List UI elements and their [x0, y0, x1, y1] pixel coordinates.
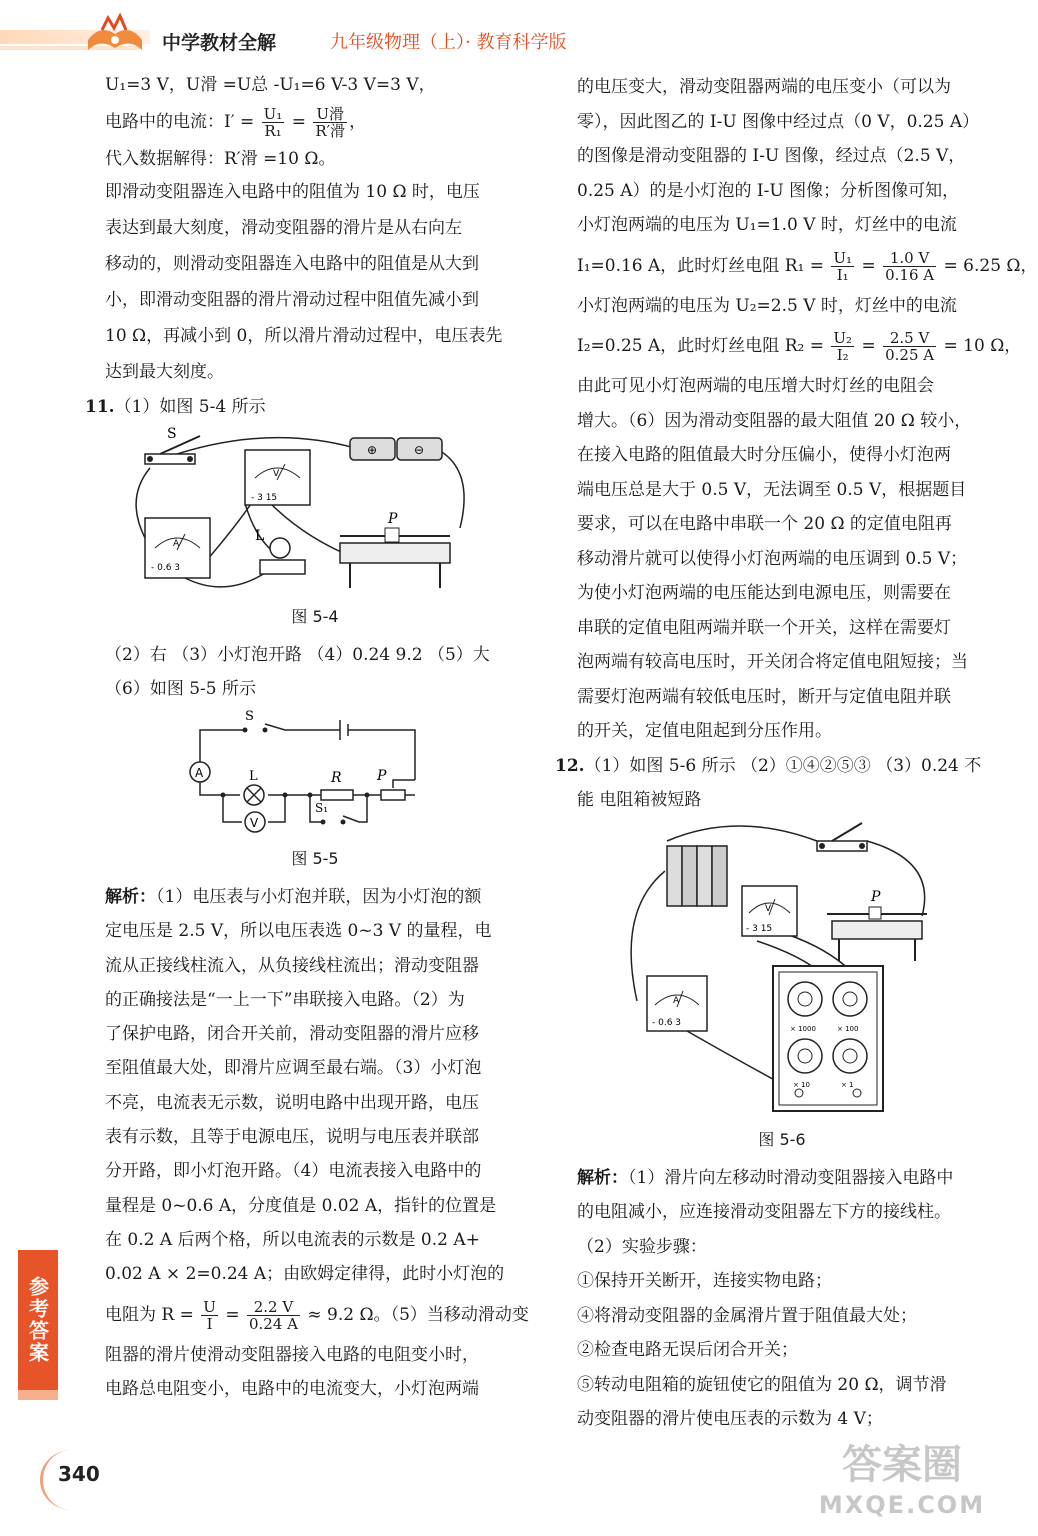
ammeter: [647, 976, 707, 1031]
slider-label: P: [377, 768, 387, 784]
right-column: [555, 70, 1038, 1437]
fraction: [247, 1299, 300, 1332]
voltmeter: [742, 886, 797, 936]
ammeter-terminals: - 0.6 3: [151, 563, 181, 573]
circuit-photo-diagram: [577, 821, 987, 1121]
numerator: U₂: [833, 329, 853, 347]
ammeter-unit: A: [173, 539, 180, 549]
text-line: 了保护电路，闭合开关前，滑动变阻器的滑片应移: [105, 1024, 479, 1045]
formula-text: 电路中的电流：I′ =: [105, 112, 255, 132]
rheostat-symbol: [381, 790, 405, 800]
voltmeter-unit: V: [273, 469, 280, 479]
equals: =: [856, 336, 882, 356]
fraction: [883, 250, 936, 283]
text-line: 能 电阻箱被短路: [577, 789, 702, 810]
slider-label: P: [388, 511, 398, 527]
figure-caption: 图 5-4: [291, 607, 339, 626]
formula-text: = 6.25 Ω，: [938, 255, 1038, 276]
denominator: 0.16 A: [885, 265, 935, 284]
numerator: 1.0 V: [883, 250, 936, 267]
q10-continuation: [105, 70, 525, 390]
denominator: I₂: [836, 346, 849, 364]
text-line: 表达到最大刻度，滑动变阻器的滑片是从右向左: [105, 218, 462, 238]
text-line: 10 Ω，再减小到 0，所以滑片滑动过程中，电压表先: [105, 326, 503, 346]
text-line: 小灯泡两端的电压为 U₂=2.5 V 时，灯丝中的电流: [577, 295, 957, 316]
switch-label: S: [245, 709, 254, 724]
text-line: [577, 1161, 987, 1196]
text-line: 动变阻器的滑片使电压表的示数为 4 V；: [577, 1409, 883, 1429]
analysis-label: 解析：: [577, 1167, 628, 1188]
switch-label: S: [167, 426, 177, 442]
question-number: 11.: [85, 397, 115, 417]
resistance-formula-line: [105, 1292, 529, 1338]
voltmeter-label: V: [250, 816, 259, 830]
equals: =: [856, 255, 882, 276]
text-line: 的正确接法是“一上一下”串联接入电路。（2）为: [105, 989, 465, 1010]
denominator: I₁: [836, 265, 849, 284]
lamp-label: L: [255, 528, 265, 544]
voltmeter-terminals: - 3 15: [746, 923, 773, 934]
svg-text:⊖: ⊖: [414, 443, 425, 457]
text-line: 在接入电路的阻值最大时分压偏小，使得小灯泡两: [577, 445, 951, 465]
text-line: 表有示数，且等于电源电压，说明与电压表并联部: [105, 1127, 479, 1148]
text-line: 需要灯泡两端有较低电压时，断开与定值电阻并联: [577, 686, 951, 707]
text-line: 增大。（6）因为滑动变阻器的最大阻值 20 Ω 较小，: [577, 410, 972, 431]
numerator: U₁: [263, 105, 283, 123]
fraction: [831, 250, 854, 283]
text-line: [555, 749, 987, 783]
denominator: R₁: [264, 122, 282, 140]
current-formula-line: [105, 100, 525, 144]
fraction: [262, 106, 285, 139]
dial-label: × 10: [793, 1080, 810, 1089]
numerator: 2.5 V: [883, 330, 936, 347]
left-column: [85, 70, 529, 1406]
ammeter: [145, 518, 210, 578]
text-line: 0.25 A）的是小灯泡的 I-U 图像；分析图像可知，: [577, 180, 960, 201]
question-text: （1）如图 5-6 所示 （2）①④②⑤③ （3）0.24 不: [584, 755, 982, 776]
dial-label: × 1000: [790, 1024, 816, 1033]
analysis-text: （1）滑片向左移动时滑动变阻器接入电路中: [628, 1167, 954, 1188]
q11-answers: [105, 638, 525, 706]
text-line: 定电压是 2.5 V，所以电压表选 0~3 V 的量程，电: [105, 921, 492, 942]
dial-label: × 1: [841, 1080, 854, 1089]
formula-text: I₂=0.25 A，此时灯丝电阻 R₂ =: [577, 336, 824, 356]
book-logo-icon: [80, 10, 150, 58]
numerator: U: [203, 1297, 216, 1316]
equals: =: [219, 1304, 245, 1325]
watermark-line: 答案圈: [842, 1442, 962, 1488]
text-line: 即滑动变阻器连入电路中的阻值为 10 Ω 时，电压: [105, 182, 480, 202]
text-line: 分开路，即小灯泡开路。（4）电流表接入电路中的: [105, 1161, 482, 1182]
q12-analysis: [577, 1161, 987, 1437]
formula-text: ≈ 9.2 Ω。（5）当移动滑动变: [301, 1304, 529, 1325]
numerator: U₁: [833, 248, 853, 267]
text-line: 小灯泡两端的电压为 U₁=1.0 V 时，灯丝中的电流: [577, 215, 957, 235]
text-line: 的电压变大，滑动变阻器两端的电压变小（可以为: [577, 77, 951, 97]
question-text: （1）如图 5-4 所示: [114, 397, 266, 417]
page-header: [0, 0, 1008, 64]
ammeter-label: A: [195, 766, 204, 780]
denominator: 0.24 A: [248, 1314, 298, 1333]
text-line: ①保持开关断开，连接实物电路；: [577, 1271, 832, 1291]
formula-text: = 10 Ω，: [938, 336, 1022, 356]
text-line: ②检查电路无误后闭合开关；: [577, 1340, 798, 1360]
fraction: [313, 106, 347, 139]
voltmeter-terminals: - 3 15: [251, 493, 278, 503]
text-line: 在 0.2 A 后两个格，所以电流表的示数是 0.2 A+: [105, 1229, 480, 1250]
text-line: 由此可见小灯泡两端的电压增大时灯丝的电阻会: [577, 376, 934, 396]
denominator: I: [206, 1314, 213, 1333]
figure-5-5: [105, 710, 525, 840]
figure-caption: 图 5-5: [291, 849, 339, 868]
text-line: 小，即滑动变阻器的滑片滑动过程中阻值先减小到: [105, 290, 479, 310]
dial-label: × 100: [837, 1024, 859, 1033]
text-line: 达到最大刻度。: [105, 362, 224, 382]
voltmeter-unit: V: [765, 903, 772, 914]
figure-5-6: [577, 821, 987, 1121]
answer-section-tab: 参考答案: [18, 1250, 58, 1390]
text-line: U₁=3 V，U滑 =U总 -U₁=6 V-3 V=3 V，: [105, 75, 436, 95]
figure-5-4: [105, 428, 525, 598]
analysis-text: （1）电压表与小灯泡并联，因为小灯泡的额: [156, 887, 482, 907]
text-line: 的电阻减小，应连接滑动变阻器左下方的接线柱。: [577, 1202, 951, 1222]
text-line: （2）实验步骤：: [577, 1236, 707, 1257]
resistor-symbol: [321, 790, 353, 800]
text-line: 0.02 A × 2=0.24 A；由欧姆定律得，此时小灯泡的: [105, 1264, 505, 1285]
svg-text:⊕: ⊕: [367, 443, 378, 457]
formula-text: 电阻为 R =: [105, 1304, 194, 1325]
q11-heading: [85, 390, 525, 424]
voltmeter: [245, 450, 310, 505]
numerator: U滑: [313, 106, 347, 123]
battery-pack: [667, 846, 727, 906]
fraction: [201, 1299, 218, 1332]
watermark-url: MXQE.COM: [818, 1491, 986, 1519]
text-line: 流从正接线柱流入，从负接线柱流出；滑动变阻器: [105, 955, 479, 976]
book-subtitle: 九年级物理（上）· 教育科学版: [330, 32, 567, 53]
text-line: [105, 880, 525, 914]
lamp-symbol: [244, 785, 264, 805]
text-line: 不亮，电流表无示数，说明电路中出现开路，电压: [105, 1092, 479, 1113]
figure-caption: 图 5-6: [758, 1129, 806, 1149]
question-number: 12.: [555, 755, 585, 776]
circuit-photo-diagram: [105, 428, 525, 598]
text-line: 为使小灯泡两端的电压能达到电源电压，则需要在: [577, 583, 951, 603]
text-line: 量程是 0~0.6 A，分度值是 0.02 A，指针的位置是: [105, 1195, 497, 1216]
ammeter-unit: A: [673, 995, 680, 1006]
text-line: （6）如图 5-5 所示: [105, 679, 256, 699]
resistor-label: R: [331, 770, 342, 786]
rheostat: [340, 528, 450, 588]
text-line: 串联的定值电阻两端并联一个开关，这样在需要灯: [577, 617, 951, 638]
fraction: [883, 330, 936, 363]
book-title: 中学教材全解: [162, 32, 277, 54]
q11-analysis-continued: [577, 70, 1038, 749]
resistance-formula-line: [577, 243, 1038, 289]
analysis-label: 解析：: [105, 887, 156, 907]
text-line: 的图像是滑动变阻器的 I-U 图像，经过点（2.5 V，: [577, 146, 966, 166]
denominator: 0.25 A: [885, 346, 935, 364]
denominator: R′滑: [315, 122, 346, 140]
text-line: 阻器的滑片使滑动变阻器接入电路的电阻变小时，: [105, 1344, 479, 1365]
text-line: 移动滑片就可以使得小灯泡两端的电压调到 0.5 V；: [577, 548, 968, 569]
text-line: 端电压总是大于 0.5 V，无法调至 0.5 V，根据题目: [577, 479, 967, 500]
lamp-label: L: [249, 769, 258, 784]
text-line: ⑤转动电阻箱的旋钮使它的阻值为 20 Ω，调节滑: [577, 1374, 947, 1395]
watermark: [812, 1440, 992, 1530]
text-line: 移动的，则滑动变阻器连入电路中的阻值是从大到: [105, 254, 479, 274]
resistance-box: [773, 966, 883, 1111]
ammeter-terminals: - 0.6 3: [652, 1017, 682, 1028]
text-line: 泡两端有较高电压时，开关闭合将定值电阻短接；当: [577, 652, 968, 672]
numerator: 2.2 V: [247, 1299, 300, 1316]
text-line: 至阻值最大处，即滑片应调至最右端。（3）小灯泡: [105, 1058, 482, 1079]
text-line: 的开关，定值电阻起到分压作用。: [577, 721, 832, 741]
battery: [350, 438, 442, 460]
switch-s1-label: S₁: [315, 801, 329, 815]
knife-switch: [817, 823, 867, 851]
equals: =: [286, 112, 312, 132]
q12-heading: [555, 749, 987, 817]
q11-analysis: [105, 880, 529, 1406]
text-line: 零），因此图乙的 I-U 图像中经过点（0 V，0.25 A）: [577, 111, 980, 132]
resistance-formula-line: [577, 323, 1022, 369]
formula-text: I₁=0.16 A，此时灯丝电阻 R₁ =: [577, 255, 824, 276]
page-number: 340: [58, 1462, 100, 1486]
text-line: ④将滑动变阻器的金属滑片置于阻值最大处；: [577, 1305, 917, 1326]
rheostat: [827, 907, 927, 961]
formula-text: ，: [349, 112, 367, 132]
text-line: 代入数据解得：R′滑 =10 Ω。: [105, 149, 336, 169]
text-line: 电路总电阻变小，电路中的电流变大，小灯泡两端: [105, 1378, 479, 1399]
side-tab-accent: [18, 1390, 58, 1400]
circuit-schematic: [105, 710, 525, 840]
slider-label: P: [871, 888, 881, 905]
fraction: [831, 330, 854, 363]
text-line: （2）右 （3）小灯泡开路 （4）0.24 9.2 （5）大: [105, 645, 490, 665]
lamp: [260, 538, 305, 574]
text-line: 要求，可以在电路中串联一个 20 Ω 的定值电阻再: [577, 514, 952, 534]
